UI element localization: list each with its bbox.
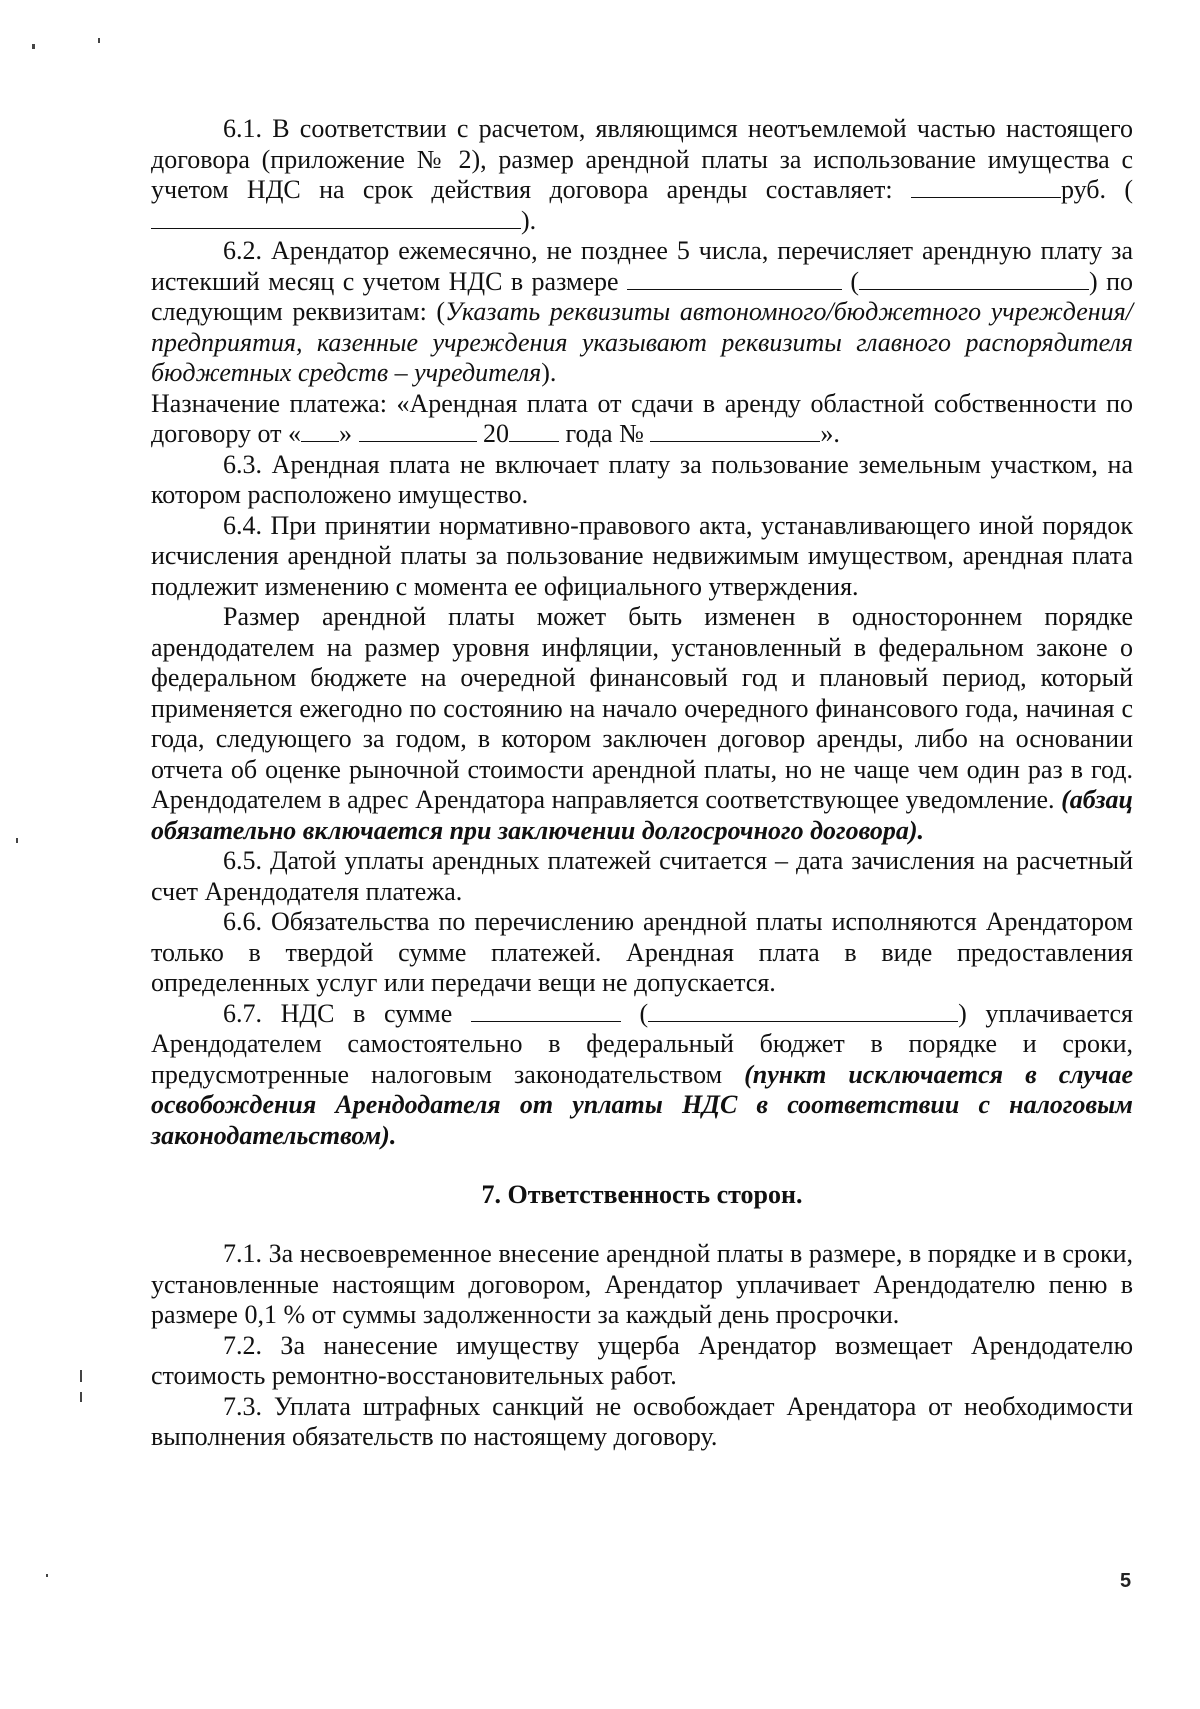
blank-field bbox=[359, 421, 477, 442]
scan-speck bbox=[16, 838, 18, 843]
clause-7-1: 7.1. За несвоевременное внесение арендной платы в размере, в порядке и в сроки, установленные настоящим договором, Арендатор уплачивает Арендодателю пеню в размере 0,1 % от суммы задолженности за каждый день просрочки. bbox=[151, 1239, 1133, 1329]
blank-field bbox=[151, 208, 521, 229]
blank-field bbox=[650, 421, 820, 442]
clause-6-7: 6.7. НДС в сумме ( ) уплачивается Арендодателем самостоятельно в федеральный бюджет в порядке и сроки, предусмотренные налоговым законодательством (пункт исключается в случае освобождения Арендодателя от уплаты НДС в соответствии с налоговым законодательством). bbox=[151, 998, 1133, 1150]
blank-field bbox=[301, 421, 339, 442]
page-number: 5 bbox=[1120, 1570, 1132, 1592]
scan-speck bbox=[32, 44, 35, 49]
clause-6-1: 6.1. В соответствии с расчетом, являющимся неотъемлемой частью настоящего договора (приложение № 2), размер арендной платы за использование имущества с учетом НДС на срок действия договора аренды составляет: руб. (). bbox=[151, 114, 1133, 235]
blank-field bbox=[627, 269, 842, 290]
document-body bbox=[151, 114, 1133, 1453]
clause-6-4-paragraph: Размер арендной платы может быть изменен в одностороннем порядке арендодателем на размер уровня инфляции, установленный в федеральном законе о федеральном бюджете на очередной финансовый год и плановый период, который применяется ежегодно по состоянию на начало очередного финансового года, начиная с года, следующего за годом, в котором заключен договор аренды, либо на основании отчета об оценке рыночной стоимости арендной платы, но не чаще чем один раз в год. Арендодателем в адрес Арендатора направляется соответствующее уведомление. (абзац обязательно включается при заключении долгосрочного договора). bbox=[151, 602, 1133, 845]
clause-6-5: 6.5. Датой уплаты арендных платежей считается – дата зачисления на расчетный счет Арендодателя платежа. bbox=[151, 846, 1133, 906]
clause-6-6: 6.6. Обязательства по перечислению арендной платы исполняются Арендатором только в твердой сумме платежей. Арендная плата в виде предоставления определенных услуг или передачи вещи не допускается. bbox=[151, 907, 1133, 997]
payment-purpose: Назначение платежа: «Арендная плата от сдачи в аренду областной собственности по договору от « » 20 года № ». bbox=[151, 388, 1133, 448]
blank-field bbox=[509, 421, 559, 442]
blank-field bbox=[471, 1001, 621, 1022]
clause-7-2: 7.2. За нанесение имуществу ущерба Арендатор возмещает Арендодателю стоимость ремонтно-восстановительных работ. bbox=[151, 1330, 1133, 1390]
blank-field bbox=[859, 269, 1089, 290]
clause-6-3: 6.3. Арендная плата не включает плату за пользование земельным участком, на котором расположено имущество. bbox=[151, 449, 1133, 509]
section-7-title: 7. Ответственность сторон. bbox=[481, 1180, 803, 1209]
scan-speck bbox=[80, 1370, 82, 1382]
clause-6-4: 6.4. При принятии нормативно-правового акта, устанавливающего иной порядок исчисления арендной платы за пользование недвижимым имуществом, арендная плата подлежит изменению с момента ее официального утверждения. bbox=[151, 510, 1133, 601]
scan-speck bbox=[46, 1574, 48, 1577]
blank-field bbox=[911, 177, 1061, 198]
clause-7-3: 7.3. Уплата штрафных санкций не освобождает Арендатора от необходимости выполнения обязательств по настоящему договору. bbox=[151, 1391, 1133, 1451]
blank-field bbox=[648, 1001, 958, 1022]
clause-6-2: 6.2. Арендатор ежемесячно, не позднее 5 числа, перечисляет арендную плату за истекший месяц с учетом НДС в размере ( ) по следующим реквизитам: (Указать реквизиты автономного/бюджетного учреждения/предприятия, казенные учреждения указывают реквизиты главного распорядителя бюджетных средств – учредителя). bbox=[151, 236, 1133, 387]
scan-speck bbox=[98, 38, 100, 43]
scan-speck bbox=[80, 1392, 82, 1402]
